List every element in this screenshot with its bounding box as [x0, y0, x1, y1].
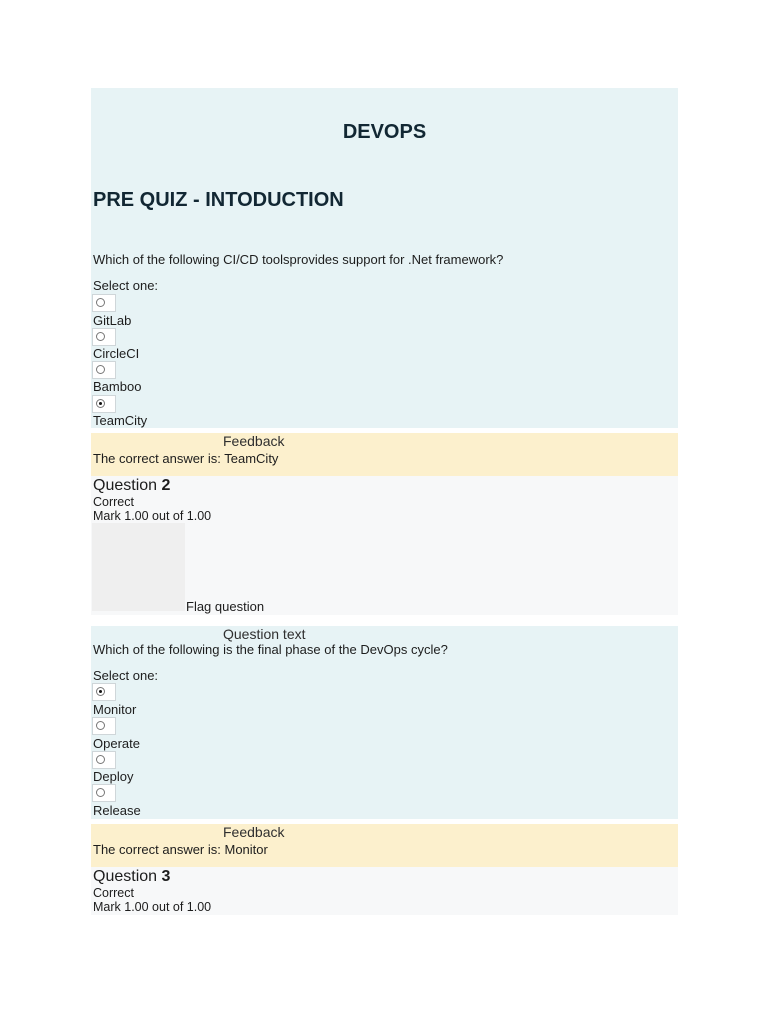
radio-circle-icon: [96, 788, 105, 797]
quiz-document: [91, 88, 678, 915]
question-2-block: [91, 626, 678, 819]
select-one-label: Select one:: [93, 278, 159, 293]
option-label[interactable]: CircleCI: [93, 346, 140, 361]
question-2-heading: [93, 477, 170, 495]
feedback-1-block: [91, 433, 678, 476]
radio-selected-icon: [96, 399, 105, 408]
option-label[interactable]: Bamboo: [93, 379, 142, 394]
option-circleci-radio[interactable]: [92, 328, 116, 346]
question-1-text: Which of the following CI/CD toolsprovides support for .Net framework?: [93, 252, 504, 267]
question-1-block: [91, 88, 678, 428]
flag-icon[interactable]: [92, 523, 185, 611]
question-number: 3: [161, 868, 171, 885]
option-label[interactable]: Operate: [93, 736, 140, 751]
radio-circle-icon: [96, 365, 105, 374]
question-mark: Mark 1.00 out of 1.00: [93, 900, 212, 914]
page-title: DEVOPS: [342, 121, 427, 143]
feedback-heading: Feedback: [223, 824, 285, 840]
question-number: 2: [161, 477, 171, 494]
question-2-info: [91, 476, 678, 615]
option-label[interactable]: Monitor: [93, 702, 137, 717]
question-text-heading: Question text: [223, 626, 306, 642]
quiz-title: PRE QUIZ - INTODUCTION: [93, 189, 344, 211]
feedback-text: The correct answer is: TeamCity: [93, 451, 279, 466]
question-heading-prefix: Question: [93, 868, 158, 885]
question-2-text: Which of the following is the final phase of the DevOps cycle?: [93, 642, 448, 657]
feedback-2-block: [91, 824, 678, 867]
radio-circle-icon: [96, 721, 105, 730]
option-label[interactable]: Deploy: [93, 769, 134, 784]
question-3-heading: [93, 868, 170, 886]
question-mark: Mark 1.00 out of 1.00: [93, 509, 212, 523]
question-status: Correct: [93, 886, 134, 900]
radio-circle-icon: [96, 332, 105, 341]
option-bamboo-radio[interactable]: [92, 361, 116, 379]
question-heading-prefix: Question: [93, 477, 158, 494]
question-3-info: [91, 867, 678, 915]
option-gitlab-radio[interactable]: [92, 294, 116, 312]
radio-circle-icon: [96, 298, 105, 307]
option-release-radio[interactable]: [92, 784, 116, 802]
option-label[interactable]: Release: [93, 803, 141, 818]
option-monitor-radio[interactable]: [92, 683, 116, 701]
flag-question-link[interactable]: Flag question: [186, 599, 265, 614]
question-status: Correct: [93, 495, 134, 509]
radio-circle-icon: [96, 755, 105, 764]
select-one-label: Select one:: [93, 668, 159, 683]
option-teamcity-radio[interactable]: [92, 395, 116, 413]
feedback-text: The correct answer is: Monitor: [93, 842, 268, 857]
radio-selected-icon: [96, 687, 105, 696]
option-label[interactable]: GitLab: [93, 313, 132, 328]
option-deploy-radio[interactable]: [92, 751, 116, 769]
option-label[interactable]: TeamCity: [93, 413, 148, 428]
option-operate-radio[interactable]: [92, 717, 116, 735]
feedback-heading: Feedback: [223, 433, 285, 449]
